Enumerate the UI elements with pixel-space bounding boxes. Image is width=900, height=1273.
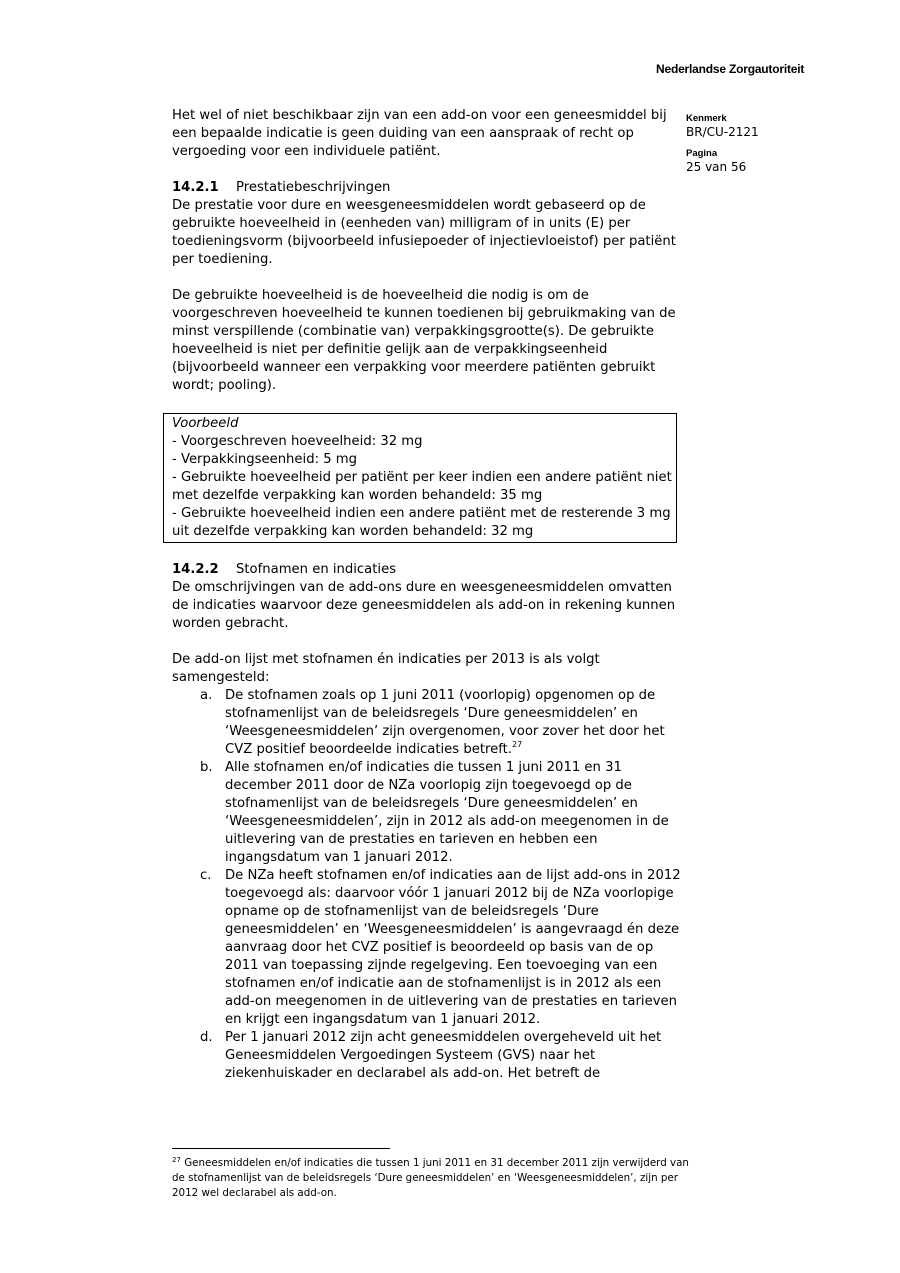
list-item-text: Alle stofnamen en/of indicaties die tussen 1 juni 2011 en 31 december 2011 door de NZa voorlopig zijn toegevoegd op de stofnamenlijst van de beleidsregels ‘Dure geneesmiddelen’ en ‘Weesgeneesmiddelen’, zijn in 2012 als add-on meegenomen in de uitlevering van de prestaties en tarieven en hebben een ingangsdatum van 1 januari 2012. (225, 760, 669, 865)
footnote-reference[interactable]: 27 (512, 740, 523, 749)
section1-paragraph-1: De prestatie voor dure en weesgeneesmiddelen wordt gebaseerd op de gebruikte hoeveelheid in (eenheden van) milligram of in units (E) per toedieningsvorm (bijvoorbeeld infusiepoeder of injectievloeistof) per patiënt per toediening. (172, 198, 676, 267)
section1-paragraph-2: De gebruikte hoeveelheid is de hoeveelheid die nodig is om de voorgeschreven hoeveelheid te kunnen toedienen bij gebruikmaking van de minst verspillende (combinatie van) verpakkingsgrootte(s). De gebruikte hoeveelheid is niet per definitie gelijk aan de verpakkingseenheid (bijvoorbeeld wanneer een verpakking voor meerdere patiënten gebruikt wordt; pooling). (172, 288, 676, 393)
footnote-divider (172, 1148, 390, 1149)
list-marker: a. (200, 688, 213, 703)
section-heading-14-2-2 (172, 561, 684, 579)
list-marker: d. (200, 1030, 213, 1045)
section-title: Stofnamen en indicaties (236, 562, 397, 577)
main-content (172, 107, 684, 1083)
section-title: Prestatiebeschrijvingen (236, 180, 391, 195)
section-heading-14-2-1 (172, 179, 684, 197)
kenmerk-value: BR/CU-2121 (686, 125, 759, 139)
list-item (172, 867, 684, 1029)
example-line: - Gebruikte hoeveelheid per patiënt per keer indien een andere patiënt niet met dezelfde verpakking kan worden behandeld: 35 mg (172, 470, 672, 503)
list-item-text: De stofnamen zoals op 1 juni 2011 (voorlopig) opgenomen op de stofnamenlijst van de beleidsregels ‘Dure geneesmiddelen’ en ‘Weesgeneesmiddelen’ zijn overgenomen, voor zover het door het CVZ positief beoordeelde indicaties betreft. (225, 688, 665, 757)
document-meta (686, 113, 856, 175)
pagina-value: 25 van 56 (686, 160, 747, 174)
list-marker: c. (200, 868, 212, 883)
example-line: - Voorgeschreven hoeveelheid: 32 mg (172, 434, 423, 449)
list-item (172, 1029, 684, 1083)
intro-paragraph: Het wel of niet beschikbaar zijn van een add-on voor een geneesmiddel bij een bepaalde indicatie is geen duiding van een aanspraak of recht op vergoeding voor een individuele patiënt. (172, 108, 667, 159)
footnote-text: Geneesmiddelen en/of indicaties die tussen 1 juni 2011 en 31 december 2011 zijn verwijderd van de stofnamenlijst van de beleidsregels ‘Dure geneesmiddelen’ en ‘Weesgeneesmiddelen’, zijn per 2012 wel declarabel als add-on. (172, 1157, 689, 1199)
example-title: Voorbeeld (172, 416, 239, 431)
footnote (172, 1156, 692, 1201)
section-number: 14.2.2 (172, 562, 219, 577)
list-item (172, 759, 684, 867)
section2-paragraph-2: De add-on lijst met stofnamen én indicaties per 2013 is als volgt samengesteld: (172, 652, 600, 685)
list-marker: b. (200, 760, 213, 775)
add-on-list (172, 687, 684, 1083)
example-line: - Gebruikte hoeveelheid indien een andere patiënt met de resterende 3 mg uit dezelfde verpakking kan worden behandeld: 32 mg (172, 506, 671, 539)
list-item-text: Per 1 januari 2012 zijn acht geneesmiddelen overgeheveld uit het Geneesmiddelen Vergoedingen Systeem (GVS) naar het ziekenhuiskader en declarabel als add-on. Het betreft de (225, 1030, 662, 1081)
section-number: 14.2.1 (172, 180, 219, 195)
section2-paragraph-1: De omschrijvingen van de add-ons dure en weesgeneesmiddelen omvatten de indicaties waarvoor deze geneesmiddelen als add-on in rekening kunnen worden gebracht. (172, 580, 676, 631)
example-line: - Verpakkingseenheid: 5 mg (172, 452, 357, 467)
pagina-label: Pagina (686, 148, 718, 159)
organization-name: Nederlandse Zorgautoriteit (656, 62, 805, 76)
footnote-number: 27 (172, 1156, 181, 1164)
list-item (172, 687, 684, 759)
list-item-text: De NZa heeft stofnamen en/of indicaties aan de lijst add-ons in 2012 toegevoegd als: daarvoor vóór 1 januari 2012 bij de NZa voorlopige opname op de stofnamenlijst van de beleidsregels ‘Dure geneesmiddelen’ en ‘Weesgeneesmiddelen’ is aangevraagd én deze aanvraag door het CVZ positief is beoordeeld op basis van de op 2011 van toepassing zijnde regelgeving. Een toevoeging van een stofnamen en/of indicatie aan de stofnamenlijst is in 2012 als een add-on meegenomen in de uitlevering van de prestaties en tarieven en krijgt een ingangsdatum van 1 januari 2012. (225, 868, 681, 1027)
kenmerk-label: Kenmerk (686, 113, 727, 124)
example-box (163, 413, 677, 543)
